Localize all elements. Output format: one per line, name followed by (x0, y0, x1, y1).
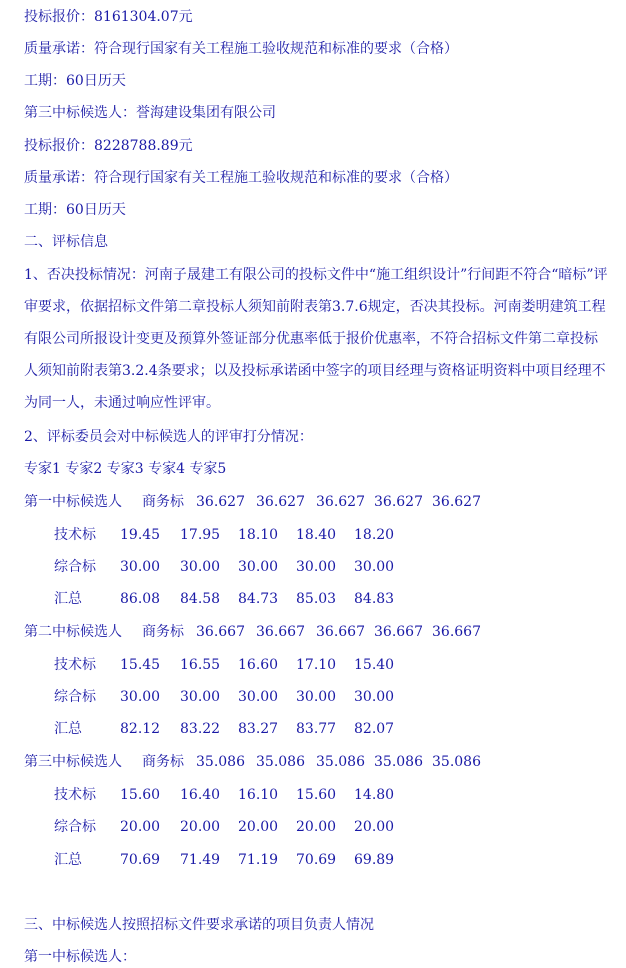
score-category: 汇总 (54, 852, 82, 868)
score-cell: 20.00 (120, 819, 161, 835)
experts-header: 专家1 专家2 专家3 专家4 专家5 (24, 461, 227, 477)
score-cell: 71.49 (180, 852, 221, 868)
score-cell: 20.00 (238, 819, 279, 835)
third-candidate-price: 投标报价：8228788.89元 (24, 138, 193, 154)
score-category: 商务标 (142, 624, 184, 640)
score-category: 综合标 (54, 689, 96, 705)
score-cell: 70.69 (120, 852, 161, 868)
candidate-label: 第二中标候选人 (24, 624, 122, 640)
score-cell: 17.95 (180, 527, 221, 543)
score-cell: 15.40 (354, 657, 395, 673)
score-cell: 20.00 (296, 819, 337, 835)
score-cell: 36.627 (316, 494, 365, 510)
section2-heading: 二、评标信息 (24, 234, 108, 250)
score-cell: 36.667 (374, 624, 423, 640)
score-cell: 30.00 (180, 689, 221, 705)
score-category: 汇总 (54, 721, 82, 737)
score-cell: 69.89 (354, 852, 395, 868)
second-candidate-price: 投标报价：8161304.07元 (24, 9, 193, 25)
score-cell: 84.83 (354, 591, 395, 607)
candidate-label: 第一中标候选人 (24, 494, 122, 510)
score-cell: 15.60 (296, 787, 337, 803)
score-cell: 18.40 (296, 527, 337, 543)
score-cell: 16.55 (180, 657, 221, 673)
score-cell: 36.627 (256, 494, 305, 510)
score-cell: 14.80 (354, 787, 395, 803)
score-cell: 83.22 (180, 721, 221, 737)
score-category: 综合标 (54, 819, 96, 835)
score-cell: 36.627 (196, 494, 245, 510)
second-candidate-quality: 质量承诺：符合现行国家有关工程施工验收规范和标准的要求（合格） (24, 41, 458, 57)
score-category: 技术标 (54, 787, 96, 803)
score-cell: 30.00 (180, 559, 221, 575)
rejection-paragraph: 1、否决投标情况：河南子晟建工有限公司的投标文件中“施工组织设计”行间距不符合“暗标”评审要求，依据招标文件第二章投标人须知前附表第3.7.6规定，否决其投标。河南娄明建筑工程有限公司所报设计变更及预算外签证部分优惠率低于报价优惠率，不符合招标文件第二章投标人须知前附表第3.2.4条要求；以及投标承诺函中签字的项目经理与资格证明资料中项目经理不为同一人，未通过响应性评审。 (24, 267, 608, 411)
first-candidate-label: 第一中标候选人： (24, 949, 136, 965)
third-candidate-quality: 质量承诺：符合现行国家有关工程施工验收规范和标准的要求（合格） (24, 170, 458, 186)
score-cell: 86.08 (120, 591, 161, 607)
score-cell: 16.60 (238, 657, 279, 673)
score-cell: 30.00 (296, 689, 337, 705)
score-cell: 36.627 (374, 494, 423, 510)
score-cell: 18.20 (354, 527, 395, 543)
score-cell: 70.69 (296, 852, 337, 868)
score-cell: 35.086 (374, 754, 423, 770)
score-cell: 36.667 (256, 624, 305, 640)
section3-heading: 三、中标候选人按照招标文件要求承诺的项目负责人情况 (24, 917, 374, 933)
score-category: 汇总 (54, 591, 82, 607)
score-category: 综合标 (54, 559, 96, 575)
score-cell: 84.73 (238, 591, 279, 607)
score-cell: 36.667 (196, 624, 245, 640)
score-cell: 35.086 (196, 754, 245, 770)
score-cell: 16.10 (238, 787, 279, 803)
score-category: 商务标 (142, 754, 184, 770)
score-cell: 30.00 (238, 689, 279, 705)
score-cell: 36.667 (316, 624, 365, 640)
score-cell: 20.00 (354, 819, 395, 835)
score-cell: 30.00 (120, 559, 161, 575)
scoring-intro: 2、评标委员会对中标候选人的评审打分情况： (24, 429, 313, 445)
score-category: 技术标 (54, 657, 96, 673)
score-category: 技术标 (54, 527, 96, 543)
score-cell: 30.00 (354, 559, 395, 575)
score-cell: 35.086 (316, 754, 365, 770)
second-candidate-duration: 工期：60日历天 (24, 73, 126, 89)
score-cell: 84.58 (180, 591, 221, 607)
score-category: 商务标 (142, 494, 184, 510)
score-cell: 16.40 (180, 787, 221, 803)
score-cell: 85.03 (296, 591, 337, 607)
score-cell: 18.10 (238, 527, 279, 543)
score-cell: 30.00 (354, 689, 395, 705)
score-cell: 36.667 (432, 624, 481, 640)
score-cell: 36.627 (432, 494, 481, 510)
score-cell: 71.19 (238, 852, 279, 868)
score-cell: 82.07 (354, 721, 395, 737)
third-candidate-name: 第三中标候选人：誉海建设集团有限公司 (24, 105, 276, 121)
score-cell: 20.00 (180, 819, 221, 835)
score-cell: 30.00 (296, 559, 337, 575)
score-cell: 19.45 (120, 527, 161, 543)
score-cell: 35.086 (432, 754, 481, 770)
score-cell: 82.12 (120, 721, 161, 737)
third-candidate-duration: 工期：60日历天 (24, 202, 126, 218)
score-cell: 83.27 (238, 721, 279, 737)
score-cell: 30.00 (120, 689, 161, 705)
score-cell: 83.77 (296, 721, 337, 737)
score-cell: 15.60 (120, 787, 161, 803)
candidate-label: 第三中标候选人 (24, 754, 122, 770)
score-cell: 30.00 (238, 559, 279, 575)
score-cell: 15.45 (120, 657, 161, 673)
score-cell: 35.086 (256, 754, 305, 770)
score-cell: 17.10 (296, 657, 337, 673)
